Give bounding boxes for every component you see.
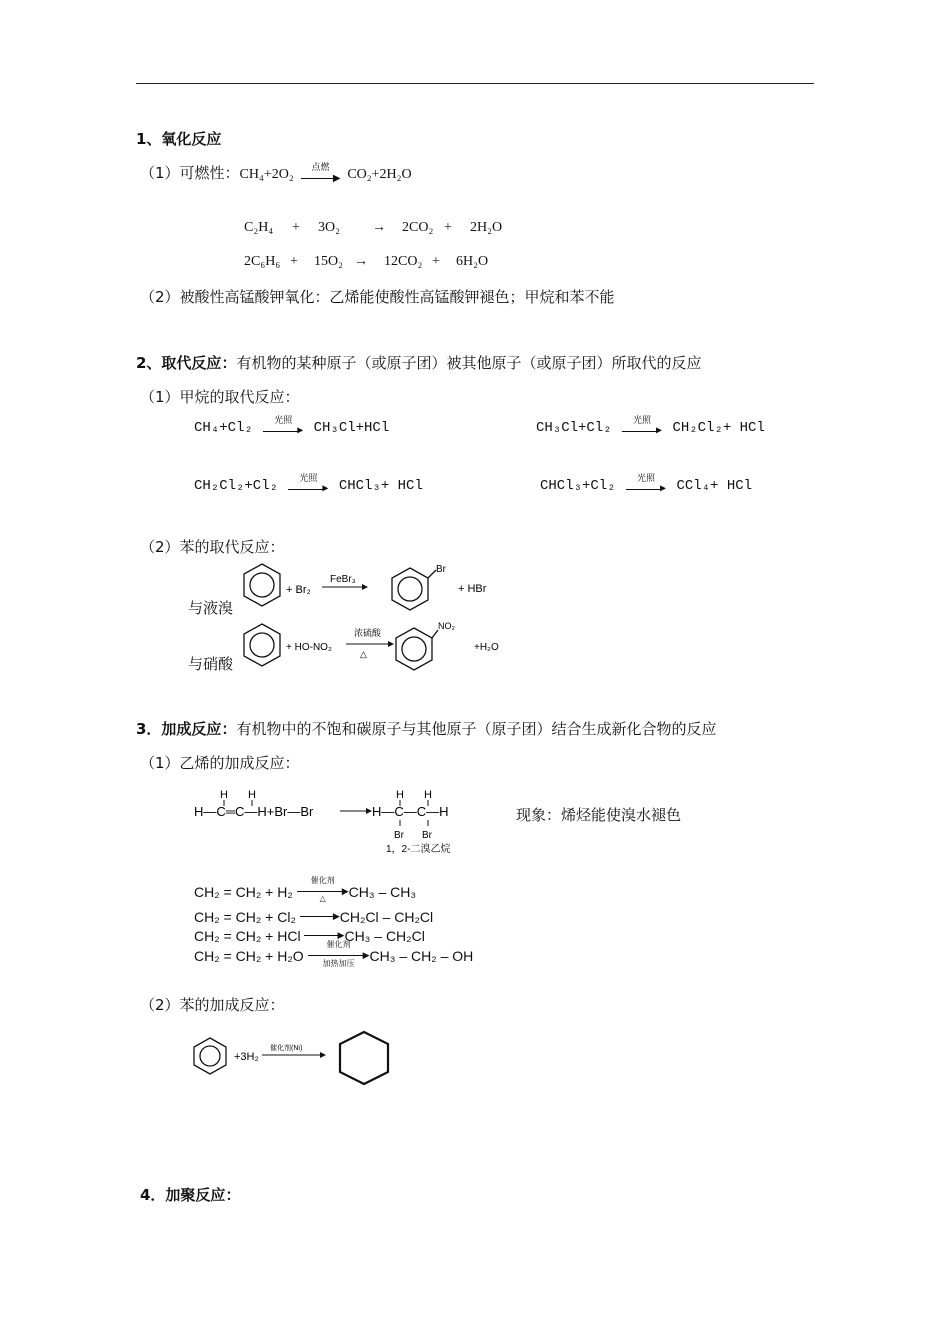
top-rule — [136, 83, 814, 84]
cyclohexane-ring — [340, 1032, 388, 1084]
section-4-title: 4．加聚反应： — [140, 1186, 241, 1204]
br-cond: FeBr₃ — [330, 574, 356, 585]
reaction-arrow: 光照 ▶ — [620, 421, 664, 435]
methane-eq-1: CH₄+Cl₂ 光照 ▶ CH₃Cl+HCl — [194, 416, 390, 437]
ethylene-structure-figure — [190, 784, 480, 856]
methane-subtitle: （1）甲烷的取代反应： — [140, 388, 300, 406]
phenomenon-text: 现象：烯烃能使溴水褪色 — [516, 806, 682, 824]
addition-eq-4: CH₂ = CH₂ + H₂O 催化剂 ▶ 加热加压 CH₃ – CH₂ – OH — [194, 940, 474, 968]
svg-text:H—C—C—H: H—C—C—H — [372, 804, 449, 819]
reaction-arrow: ▶ — [304, 929, 344, 943]
oxidation-line-4: （2）被酸性高锰酸钾氧化：乙烯能使酸性高锰酸钾褪色；甲烷和苯不能 — [140, 288, 615, 306]
bromobenzene-ring — [392, 568, 436, 610]
bz-plus: +3H₂ — [234, 1051, 259, 1063]
benzene-ring — [244, 624, 280, 666]
methane-eq-3: CH₂Cl₂+Cl₂ 光照 ▶ CHCl₃+ HCl — [194, 474, 423, 495]
section-3-desc: 有机物中的不饱和碳原子与其他原子（原子团）结合生成新化合物的反应 — [236, 720, 717, 738]
nitrobenzene-ring — [396, 628, 438, 670]
benzene-ring — [194, 1038, 226, 1074]
products: CO₂+2H₂O — [347, 167, 412, 182]
item-prefix: （1）可燃性： — [140, 164, 240, 182]
svg-text:H: H — [424, 789, 432, 801]
section-2-desc: 有机物的某种原子（或原子团）被其他原子（或原子团）所取代的反应 — [236, 354, 702, 372]
benzene-substitution-figure — [230, 556, 530, 676]
no2-substituent: NO₂ — [438, 621, 455, 631]
reaction-arrow: ▶ — [300, 910, 340, 924]
reaction-arrow: 光照 ▶ — [286, 479, 330, 493]
svg-text:Br: Br — [394, 830, 404, 841]
ethylene-subtitle: （1）乙烯的加成反应： — [140, 754, 300, 772]
svg-text:H: H — [248, 789, 256, 801]
reaction-arrow: 光照 ▶ — [624, 479, 668, 493]
no2-cond: 浓硫酸 — [354, 628, 382, 638]
addition-eq-1: CH₂ = CH₂ + H₂ 催化剂 ▶ △ CH₃ – CH₃ — [194, 876, 417, 903]
product-name: 1，2-二溴乙烷 — [386, 844, 451, 855]
benzene-ring — [244, 564, 280, 606]
reaction-arrow: 催化剂 ▶ △ — [297, 885, 349, 899]
nitric-label: 与硝酸 — [188, 655, 234, 673]
svg-text:H: H — [396, 789, 404, 801]
section-3-heading — [136, 718, 716, 739]
reaction-arrow: 催化剂 ▶ 加热加压 — [308, 949, 370, 963]
bromine-label: 与液溴 — [188, 599, 234, 617]
section-2-title: 2、取代反应： — [136, 354, 237, 372]
oxidation-line-1 — [140, 162, 412, 183]
no2-delta: △ — [360, 649, 367, 659]
benzene-addition-figure — [190, 1026, 400, 1090]
section-2-heading — [136, 352, 701, 373]
svg-text:Br: Br — [422, 830, 432, 841]
bz-cond: 催化剂(Ni) — [270, 1045, 303, 1052]
section-3-title: 3．加成反应： — [136, 720, 237, 738]
reactants: CH₄+2O₂ — [239, 167, 294, 182]
methane-eq-4: CHCl₃+Cl₂ 光照 ▶ CCl₄+ HCl — [540, 474, 753, 495]
br-substituent: Br — [436, 564, 446, 575]
br-plus: + Br₂ — [286, 584, 311, 596]
methane-eq-2: CH₃Cl+Cl₂ 光照 ▶ CH₂Cl₂+ HCl — [536, 416, 765, 437]
no2-product: +H₂O — [474, 642, 499, 653]
br-product: + HBr — [458, 583, 487, 595]
benzene-add-subtitle: （2）苯的加成反应： — [140, 996, 285, 1014]
svg-text:H: H — [220, 789, 228, 801]
oxidation-line-3: 2C₆H₆ + 15O₂ → 12CO₂ + 6H₂O — [244, 254, 489, 269]
addition-eq-3: CH₂ = CH₂ + HCl ▶ CH₃ – CH₂Cl — [194, 928, 425, 944]
no2-plus: + HO-NO₂ — [286, 642, 332, 653]
reaction-arrow: 点燃 ▶ — [299, 168, 343, 182]
benzene-sub-subtitle: （2）苯的取代反应： — [140, 538, 285, 556]
reaction-arrow: 光照 ▶ — [261, 421, 305, 435]
oxidation-line-2: C₂H₄ + 3O₂ → 2CO₂ + 2H₂O — [244, 220, 503, 235]
addition-eq-2: CH₂ = CH₂ + Cl₂ ▶ CH₂Cl – CH₂Cl — [194, 909, 434, 925]
section-1-title: 1、氧化反应 — [136, 130, 222, 148]
ethylene-bromine-reactants: H—C═C—H+Br—Br — [194, 804, 314, 819]
